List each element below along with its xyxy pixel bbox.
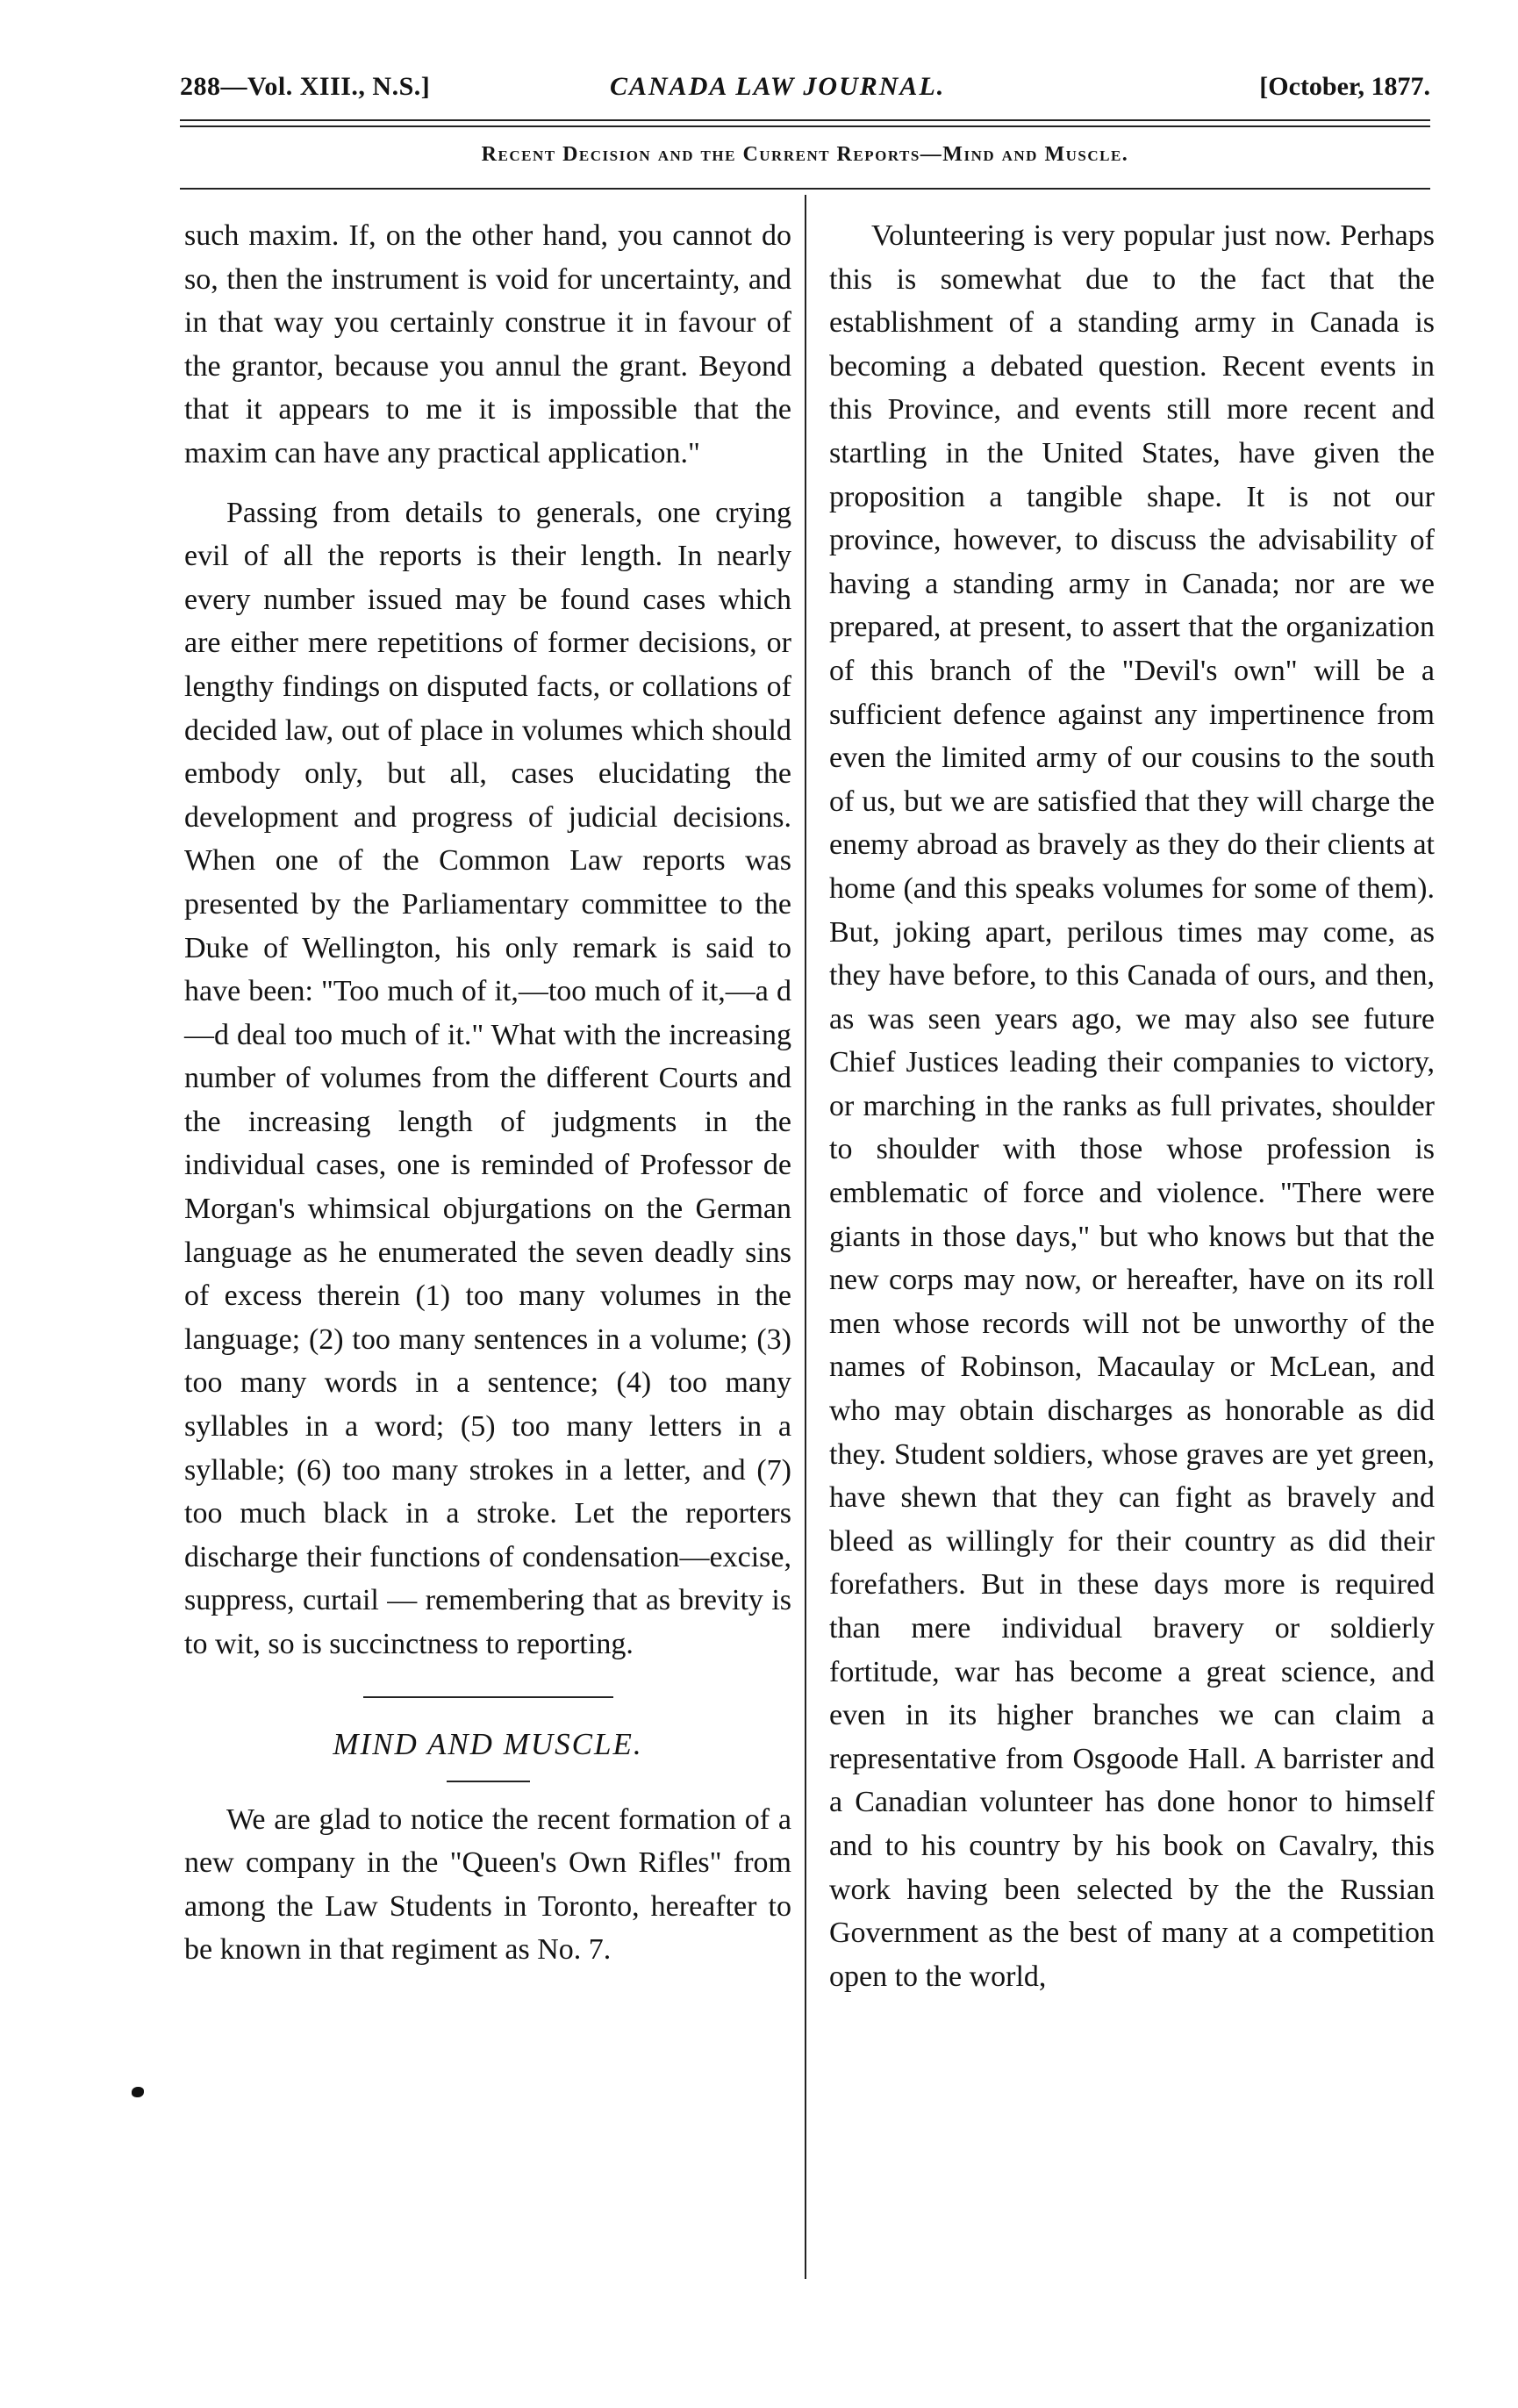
left-paragraph-3: We are glad to notice the recent formation of a new company in the "Queen's Own Rifles" from among the Law Students in Toronto, hereafter to be known in that regiment as No. 7. <box>184 1802 791 1967</box>
column-divider <box>805 195 806 2279</box>
issue-date: [October, 1877. <box>1259 72 1430 101</box>
right-column <box>829 214 1435 1998</box>
header-rule-top <box>180 119 1430 121</box>
right-paragraph-1: Volunteering is very popular just now. Perhaps this is somewhat due to the fact that the establishment of a standing army in Canada is becoming a debated question. Recent events in this Province, and events still more recent and startling in the United States, have given the proposition a tangible shape. It is not our province, however, to discuss the advisability of having a standing army in Canada; nor are we prepared, at present, to assert that the organization of this branch of the "Devil's own" will be a sufficient defence against any impertinence from even the limited army of our cousins to the south of us, but we are satisfied that they will charge the enemy abroad as bravely as they do their clients at home (and this speaks volumes for some of them). But, joking apart, perilous times may come, as they have before, to this Canada of ours, and then, as was seen years ago, we may also see future Chief Justices leading their companies to victory, or marching in the ranks as full privates, shoulder to shoulder with those whose profession is emblematic of force and violence. "There were giants in those days," but who knows but that the new corps may now, or hereafter, have on its roll men whose records will not be unworthy of the names of Robinson, Macaulay or McLean, and who may obtain discharges as honorable as did they. Student soldiers, whose graves are yet green, have shewn that they can fight as bravely and bleed as willingly for their country as did their forefathers. But in these days more is required than mere individual bravery or soldierly fortitude, war has become a great science, and even in its higher branches we can claim a representative from Osgoode Hall. A barrister and a Canadian volunteer has done honor to himself and to his country by his book on Cavalry, this work having been selected by the the Russian Government as the best of many at a competition open to the world, <box>829 219 1435 1993</box>
section-title-underline <box>447 1781 530 1782</box>
journal-title: CANADA LAW JOURNAL. <box>610 72 946 101</box>
header-rule-bottom <box>180 125 1430 127</box>
section-title: MIND AND MUSCLE. <box>333 1726 643 1761</box>
subheader-rule <box>180 188 1430 190</box>
left-paragraph-2: Passing from details to generals, one crying evil of all the reports is their length. In nearly every number issued may be found cases which are either mere repetitions of former decisions, or lengthy findings on disputed facts, or collations of decided law, out of place in volumes which should embody only, but all, cases elucidating the development and progress of judicial decisions. When one of the Common Law reports was presented by the Parliamentary committee to the Duke of Wellington, his only remark is said to have been: "Too much of it,—too much of it,—a d—d deal too much of it." What with the increasing number of volumes from the different Courts and the increasing length of judgments in the individual cases, one is reminded of Professor de Morgan's whimsical objurgations on the German language as he enumerated the seven deadly sins of excess therein (1) too many volumes in the language; (2) too many sentences in a volume; (3) too many words in a sentence; (4) too many syllables in a word; (5) too many letters in a syllable; (6) too many strokes in a letter, and (7) too much black in a stroke. Let the reporters discharge their functions of condensation—excise, suppress, curtail — remembering that as brevity is to wit, so is succinctness to reporting. <box>184 496 791 1660</box>
ink-mark <box>132 2087 144 2097</box>
left-column <box>184 214 791 1972</box>
section-separator-rule <box>363 1696 613 1698</box>
page-volume-label: 288—Vol. XIII., N.S.] <box>180 72 431 101</box>
running-header <box>180 65 1430 109</box>
page-subheader: Recent Decision and the Current Reports—Mind and Muscle. <box>481 143 1129 166</box>
left-paragraph-1: such maxim. If, on the other hand, you cannot do so, then the instrument is void for uncertainty, and in that way you certainly construe it in favour of the grantor, because you annul the grant. Beyond that it appears to me it is impossible that the maxim can have any practical application." <box>184 219 791 469</box>
